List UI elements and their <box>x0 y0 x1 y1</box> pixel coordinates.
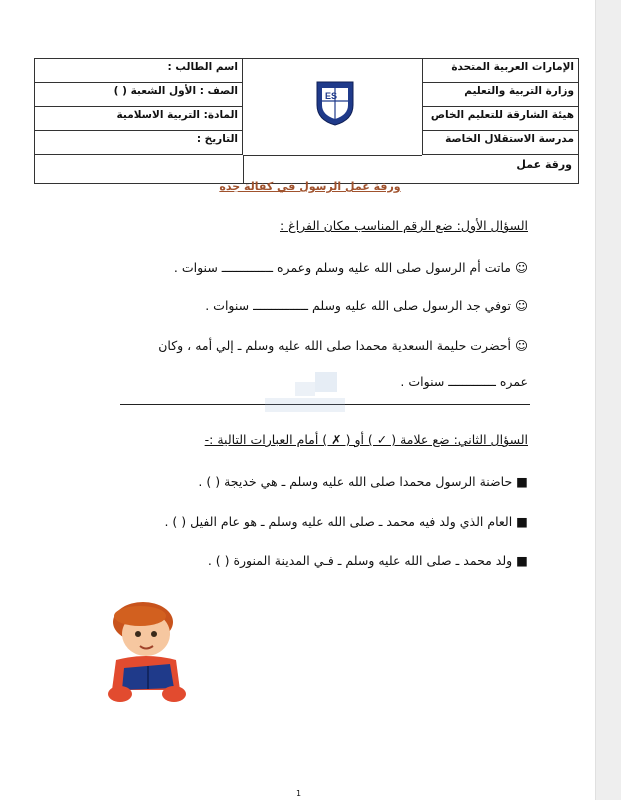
worksheet-label: ورقة عمل <box>243 155 578 183</box>
q2-item-3: ■ ولد محمد ـ صلى الله عليه وسلم ـ فـي المدينة المنورة ( ) . <box>207 553 528 568</box>
student-name-field: اسم الطالب : <box>35 59 243 83</box>
header-country: الإمارات العربية المتحدة <box>422 59 578 83</box>
watermark-icon <box>255 372 355 420</box>
question1-heading: السؤال الأول: ضع الرقم المناسب مكان الفراغ : <box>280 218 528 233</box>
logo-cell <box>243 59 422 156</box>
vertical-scrollbar[interactable] <box>595 0 621 800</box>
header-authority: هيئة الشارقة للتعليم الخاص <box>422 107 578 131</box>
school-logo-icon <box>315 79 355 127</box>
q1-item-3: ☺ أحضرت حليمة السعدية محمدا صلى الله عليه وسلم ـ إلي أمه ، وكان <box>158 338 528 353</box>
grade-field: الصف : الأول الشعبة ( ) <box>35 83 243 107</box>
header-ministry: وزارة التربية والتعليم <box>422 83 578 107</box>
date-field: التاريخ : <box>35 131 243 155</box>
reading-boy-icon <box>98 598 198 708</box>
q1-item-4: عمره ـــــــــــــ سنوات . <box>400 374 528 389</box>
q2-item-2: ■ العام الذي ولد فيه محمد ـ صلى الله عليه وسلم ـ هو عام الفيل ( ) . <box>164 514 528 529</box>
question2-heading: السؤال الثاني: ضع علامة ( ✓ ) أو ( ✗ ) أمام العبارات التالية :- <box>204 432 528 447</box>
q1-item-2: ☺ توفي جد الرسول صلى الله عليه وسلم ـــــــــــــــ سنوات . <box>205 298 528 313</box>
header-table <box>34 58 579 184</box>
header-school: مدرسة الاستقلال الخاصة <box>422 131 578 155</box>
q2-item-1: ■ حاضنة الرسول محمدا صلى الله عليه وسلم ـ هي خديجة ( ) . <box>198 474 528 489</box>
logo-letters: ES <box>325 91 338 101</box>
q1-item-1: ☺ ماتت أم الرسول صلى الله عليه وسلم وعمره ــــــــــــــ سنوات . <box>173 260 528 275</box>
page-number: 1 <box>296 789 302 798</box>
subject-field: المادة: التربية الاسلامية <box>35 107 243 131</box>
header-bottom-row <box>35 155 578 183</box>
worksheet-title: ورقة عمل الرسول في كفالة جده <box>219 180 401 193</box>
